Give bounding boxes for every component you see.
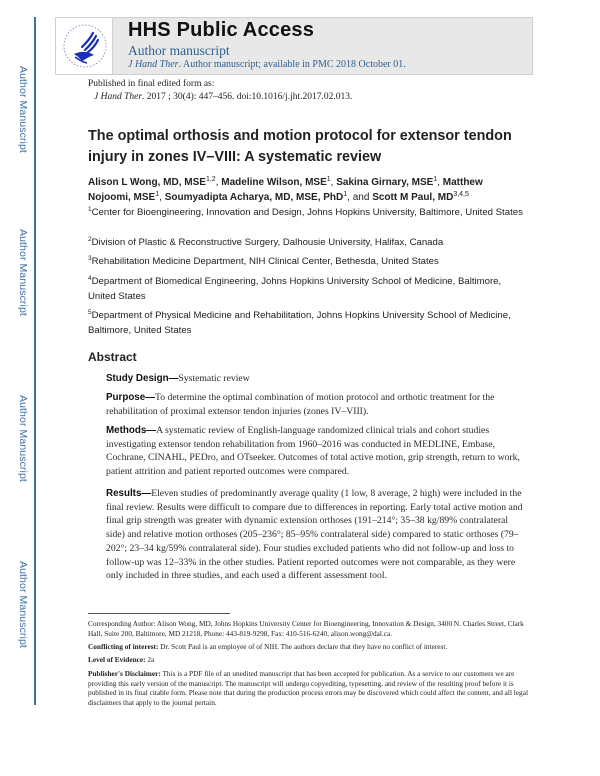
margin-label-author-manuscript: Author Manuscript: [17, 229, 29, 316]
affiliation-number: 4: [88, 275, 92, 282]
publication-info: [88, 78, 352, 104]
affiliation: [88, 206, 528, 221]
section-label: Results—: [106, 488, 152, 499]
corresponding-author-note: Corresponding Author: Alison Wong, MD, Johns Hopkins University Center for Bioengineering, Innovation & Design, 3400 N. Charles Street, Clark Hall, Suite 200, Baltimore, MD 21218, Phone: 443-819-9298, Fax: 410-516-6240, alison.wong@dal.ca.: [88, 619, 524, 638]
note-text: Dr. Scott Paul is an employee of of NIH. The authors declare that they have no conflict of interest.: [158, 642, 448, 651]
journal-abbrev: J Hand Ther: [128, 59, 179, 70]
author-name: Sakina Girnary, MSE: [336, 177, 434, 188]
level-of-evidence-note: [88, 655, 528, 665]
affiliation: [88, 275, 528, 304]
affiliation-text: Department of Biomedical Engineering, Johns Hopkins University School of Medicine, Baltimore, United States: [88, 276, 502, 302]
author-affiliation-ref: 1: [433, 176, 438, 183]
affiliation-text: Center for Bioengineering, Innovation and Design, Johns Hopkins University, Baltimore, United States: [91, 207, 523, 218]
affiliation-number: 2: [88, 236, 92, 243]
section-text: To determine the optimal combination of motion protocol and orthotic treatment for the rehabilitation of proximal extensor tendon injuries (zones IV–VIII).: [106, 392, 495, 417]
abstract-methods: [106, 424, 526, 479]
footnote-separator: [88, 613, 230, 614]
affiliation-number: 1: [88, 206, 92, 213]
author-affiliation-ref: 1,2: [205, 176, 216, 183]
author-name: Alison L Wong, MD, MSE: [88, 177, 206, 188]
author-separator: ,: [437, 177, 443, 188]
affiliation-number: 5: [88, 309, 92, 316]
author-name: Madeline Wilson, MSE: [221, 177, 327, 188]
affiliation: [88, 309, 528, 338]
affiliation-text: Division of Plastic & Reconstructive Surgery, Dalhousie University, Halifax, Canada: [91, 237, 444, 248]
margin-label-author-manuscript: Author Manuscript: [17, 561, 29, 648]
abstract-study-design: [106, 372, 526, 386]
section-text: A systematic review of English-language randomized clinical trials and cohort studies investigating extensor tendon rehabilitation from 1960–2016 was conducted in MEDLINE, Embase, Cochrane, CINAHL, PEDro, and OTseeker. Outcomes of total active motion, grip strength, return to work, patient attrition and patient reported outcomes were compared.: [106, 425, 520, 478]
margin-label-author-manuscript: Author Manuscript: [17, 395, 29, 482]
section-text: Eleven studies of predominantly average quality (1 low, 8 average, 2 high) were included in the final review. Results were difficult to compare due to differences in reporting. Early total active motion and final grip strength was greater with dynamic extension orthoses (191–214°; 35–38 kg/89% contralateral side) and relative motion orthoses (205–236°; 85–95% contralateral side) compared to static orthoses (79–202°; 23–34 kg/59% contralateral side). Four studies excluded patients who did not follow-up and loss to follow-up was 12–33% in the other studies. Patient reported outcomes were not comparable, as they were only included in three studies, and each used a different assessment tool.: [106, 488, 523, 582]
author-list: [88, 176, 528, 205]
publisher-disclaimer-note: [88, 669, 528, 707]
availability-text: . Author manuscript; available in PMC 2018 October 01.: [178, 59, 406, 70]
affiliation-text: Department of Physical Medicine and Rehabilitation, Johns Hopkins University School of Medicine, Baltimore, United States: [88, 310, 511, 336]
section-label: Purpose—: [106, 392, 155, 403]
margin-rule: [34, 17, 36, 705]
banner-title: HHS Public Access: [128, 19, 315, 41]
note-label: Level of Evidence:: [88, 655, 146, 664]
hhs-eagle-logo-icon: [60, 21, 110, 71]
note-label: Conflicting of interest:: [88, 642, 159, 651]
article-title: The optimal orthosis and motion protocol for extensor tendon injury in zones IV–VIII: A systematic review: [88, 128, 512, 165]
affiliation: [88, 255, 528, 270]
hhs-public-access-banner: [55, 17, 533, 75]
author-name: Soumyadipta Acharya, MD, MSE, PhD: [164, 191, 344, 203]
citation-journal: J Hand Ther: [94, 92, 143, 102]
citation-details: . 2017 ; 30(4): 447–456. doi:10.1016/j.jht.2017.02.013.: [142, 92, 353, 102]
author-name: Matthew Nojoomi, MSE: [88, 177, 483, 203]
author-affiliation-ref: 3,4,5: [453, 190, 469, 198]
section-label: Methods—: [106, 425, 157, 436]
author-affiliation-ref: 1: [326, 176, 331, 183]
note-text: This is a PDF file of an unedited manuscript that has been accepted for publication. As a service to our customers we are providing this early version of the manuscript. The manuscript will undergo copyediting, typesetting, and review of the resulting proof before it is published in its final citable form. Please note that during the production process errors may be discovered which could affect the content, and all legal disclaimers that apply to the journal pertain.: [88, 669, 528, 707]
citation: [88, 91, 352, 104]
published-label: Published in final edited form as:: [88, 79, 215, 89]
section-text: Systematic review: [178, 373, 250, 384]
affiliation-number: 3: [88, 255, 92, 262]
margin-label-author-manuscript: Author Manuscript: [17, 66, 29, 153]
section-label: Study Design—: [106, 373, 179, 384]
author-separator: ,: [330, 177, 337, 188]
conflict-of-interest-note: [88, 642, 528, 652]
author-affiliation-ref: 1: [155, 190, 160, 198]
abstract-results: [106, 487, 526, 583]
note-text: 2a: [145, 655, 155, 664]
logo-container: [56, 18, 113, 74]
banner-availability: [128, 59, 406, 70]
author-separator: , and: [347, 191, 373, 203]
author-name: Scott M Paul, MD: [372, 191, 454, 203]
author-separator: ,: [215, 177, 222, 188]
banner-subtitle: Author manuscript: [128, 43, 230, 58]
affiliation: [88, 236, 528, 251]
abstract-purpose: [106, 391, 526, 418]
author-affiliation-ref: 1: [343, 190, 348, 198]
affiliation-text: Rehabilitation Medicine Department, NIH Clinical Center, Bethesda, United States: [91, 256, 439, 267]
abstract-heading: Abstract: [88, 350, 137, 364]
author-separator: ,: [159, 191, 165, 203]
note-label: Publisher's Disclaimer:: [88, 669, 161, 678]
